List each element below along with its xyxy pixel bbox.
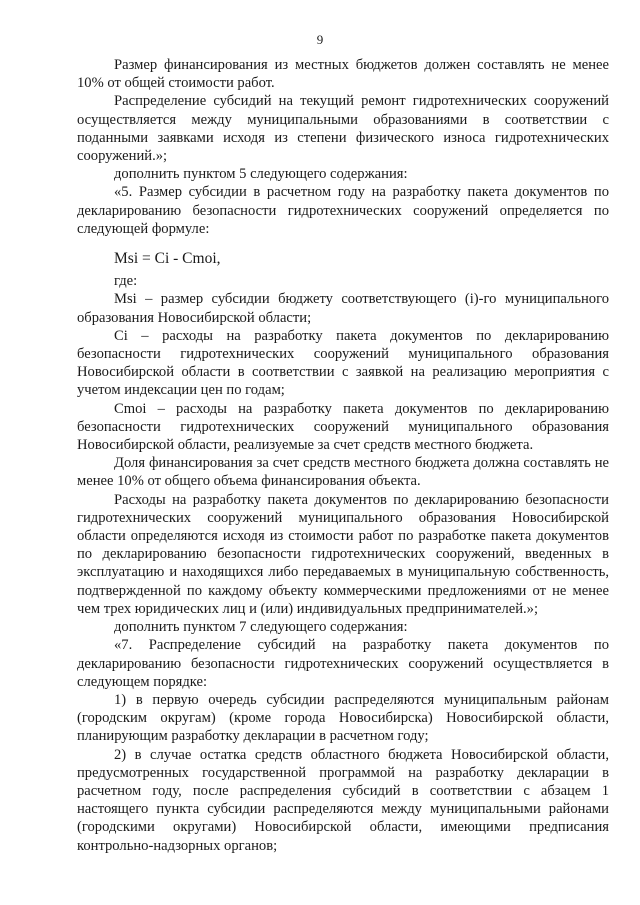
paragraph-repair-subsidy-distribution: Распределение субсидий на текущий ремонт гидротехнических сооружений осуществляется между муниципальными образованиями в соответствии с поданными заявками исходя из степени физического износа гидротехнических сооружений.»; bbox=[77, 93, 609, 165]
list-item-2: 2) в случае остатка средств областного бюджета Новосибирской области, предусмотренных государственной программой на разработку декларации в расчетном году, после распределения субсидий в соответствии с абзацем 1 настоящего пункта субсидии распределяются между муниципальными районами (городскими округами) Новосибирской области, имеющими предписания контрольно-надзорных органов; bbox=[77, 746, 609, 854]
page-number: 9 bbox=[316, 32, 324, 47]
list-item-1: 1) в первую очередь субсидии распределяются муниципальным районам (городским округам) (кроме города Новосибирска) Новосибирской области, планирующим разработку декларации в расчетном году; bbox=[77, 691, 609, 745]
paragraph-point-7: «7. Распределение субсидий на разработку пакета документов по декларированию безопасности гидротехнических сооружений осуществляется в следующем порядке: bbox=[77, 637, 609, 690]
definition-cmoi: Cmoi – расходы на разработку пакета документов по декларированию безопасности гидротехнических сооружений муниципального образования Новосибирской области, реализуемые за счет средств местного бюджета. bbox=[77, 400, 609, 454]
paragraph-local-financing-share: Доля финансирования за счет средств местного бюджета должна составлять не менее 10% от общего объема финансирования объекта. bbox=[77, 455, 609, 490]
paragraph-where: где: bbox=[114, 273, 138, 290]
paragraph-point-5: «5. Размер субсидии в расчетном году на разработку пакета документов по декларированию безопасности гидротехнических сооружений определяется по следующей формуле: bbox=[77, 184, 609, 237]
definition-ci: Ci – расходы на разработку пакета документов по декларированию безопасности гидротехнических сооружений муниципального образования Новосибирской области в соответствии с заявкой на реализацию мероприятия с учетом индексации цен по годам; bbox=[77, 327, 609, 399]
definition-msi: Msi – размер субсидии бюджету соответствующего (i)-го муниципального образования Новосибирской области; bbox=[77, 291, 609, 326]
paragraph-add-point-7: дополнить пунктом 7 следующего содержания: bbox=[114, 619, 408, 636]
formula: Msi = Ci - Cmoi, bbox=[114, 250, 221, 268]
document-body bbox=[77, 56, 609, 855]
paragraph-expenses-determination: Расходы на разработку пакета документов по декларированию безопасности гидротехнических сооружений муниципального образования Новосибирской области определяются исходя из стоимости работ по разработке пакета документов по декларированию безопасности гидротехнических сооружений, введенных в эксплуатацию и находящихся либо передаваемых в муниципальную собственность, подтвержденной по каждому объекту коммерческими предложениями от не менее чем трех юридических лиц и (или) индивидуальных предпринимателей.»; bbox=[77, 491, 609, 617]
paragraph-local-budget-share: Размер финансирования из местных бюджетов должен составлять не менее 10% от общей стоимости работ. bbox=[77, 57, 609, 92]
paragraph-add-point-5: дополнить пунктом 5 следующего содержания: bbox=[114, 166, 408, 183]
